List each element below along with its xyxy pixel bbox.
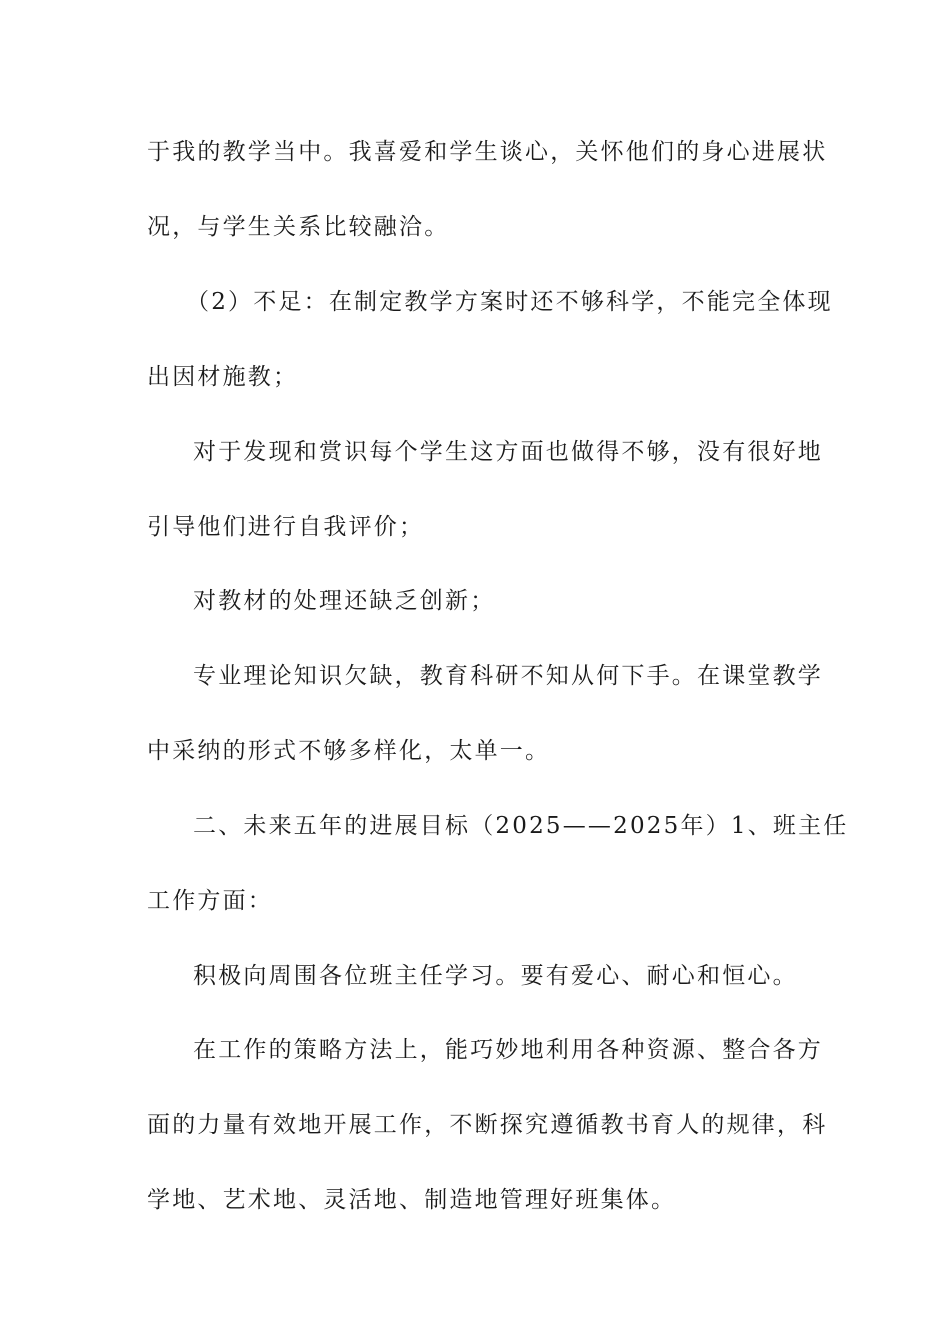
text-line: 况，与学生关系比较融洽。 bbox=[147, 214, 450, 240]
text-line: 学地、艺术地、灵活地、制造地管理好班集体。 bbox=[147, 1187, 677, 1213]
text-line: 专业理论知识欠缺，教育科研不知从何下手。在课堂教学 bbox=[193, 663, 823, 689]
text-line: 积极向周围各位班主任学习。要有爱心、耐心和恒心。 bbox=[193, 963, 798, 989]
text-line: 中采纳的形式不够多样化，太单一。 bbox=[147, 738, 551, 764]
text-line: 于我的教学当中。我喜爱和学生谈心，关怀他们的身心进展状 bbox=[147, 139, 828, 165]
text-line: 出因材施教； bbox=[147, 364, 299, 390]
text-line: 对于发现和赏识每个学生这方面也做得不够，没有很好地 bbox=[193, 439, 823, 465]
text-line: 对教材的处理还缺乏创新； bbox=[193, 588, 496, 614]
text-line: 引导他们进行自我评价； bbox=[147, 514, 425, 540]
text-line: 面的力量有效地开展工作，不断探究遵循教书育人的规律，科 bbox=[147, 1112, 828, 1138]
text-line: 二、未来五年的进展目标（2025——2025年）1、班主任 bbox=[193, 813, 849, 839]
text-line: （2）不足：在制定教学方案时还不够科学，不能完全体现 bbox=[186, 289, 833, 315]
text-line: 在工作的策略方法上，能巧妙地利用各种资源、整合各方 bbox=[193, 1037, 823, 1063]
text-line: 工作方面： bbox=[147, 888, 273, 914]
